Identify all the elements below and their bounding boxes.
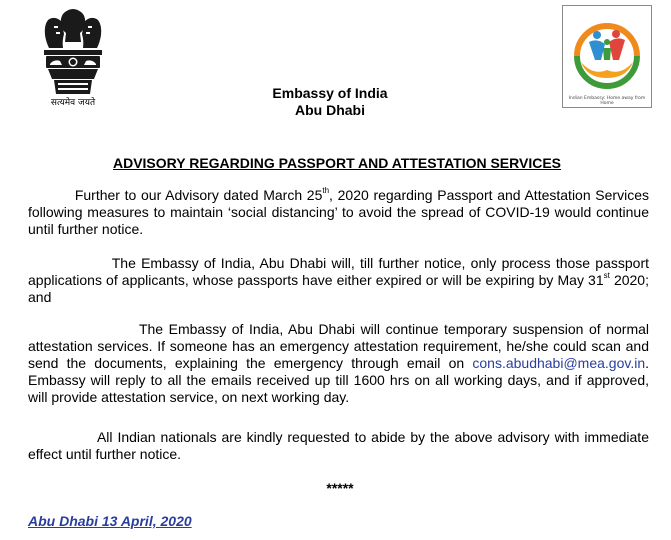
paragraph-1-text-b: , 2020 regarding Passport and Attestation Services following measures to maintain ‘social distancing’ to avoid the spread of COVID-19 would continue until further notice. [28, 187, 649, 237]
national-emblem [34, 6, 112, 110]
people-in-hands-logo-icon [563, 8, 651, 96]
emblem-motto: सत्यमेव जयते [50, 98, 96, 108]
embassy-location: Abu Dhabi [295, 102, 365, 118]
paragraph-4-text: All Indian nationals are kindly requested to abide by the above advisory with immediate effect until further notice. [28, 429, 649, 462]
paragraph-2-ordinal: st [603, 271, 610, 281]
advisory-paragraph-2 [28, 255, 649, 306]
paragraph-3-text-a: The Embassy of India, Abu Dhabi will continue temporary suspension of normal attestation services. If someone has an emergency attestation requirement, he/she could scan and send the documents, explaining the emergency through email on [28, 321, 650, 371]
paragraph-3-text-b: . Embassy will reply to all the emails received up till 1600 hrs on all working days, and if approved, will provide attestation service, on next working day. [28, 355, 649, 405]
paragraph-2-text-b: 2020; and [28, 272, 649, 305]
lion-capital-emblem-icon [34, 6, 112, 98]
paragraph-1-text-a: Further to our Advisory dated March 25 [74, 187, 323, 203]
advisory-title: ADVISORY REGARDING PASSPORT AND ATTESTATION SERVICES [112, 155, 562, 171]
paragraph-2-text-a: The Embassy of India, Abu Dhabi will, till further notice, only process those passport applications of applicants, whose passports have either expired or will be expiring by May 31 [28, 255, 650, 288]
advisory-paragraph-3 [28, 321, 649, 406]
advisory-paragraph-1 [28, 187, 649, 238]
consular-email-link[interactable]: cons.abudhabi@mea.gov.in [472, 355, 646, 371]
section-separator: ***** [326, 480, 354, 496]
advisory-paragraph-4 [28, 429, 649, 463]
logo-caption: Indian Embassy: Home away from Home [568, 96, 646, 106]
embassy-logo [562, 5, 652, 108]
paragraph-1-ordinal: th [322, 186, 330, 196]
embassy-name: Embassy of India [272, 85, 388, 101]
issue-date-line: Abu Dhabi 13 April, 2020 [28, 513, 192, 529]
